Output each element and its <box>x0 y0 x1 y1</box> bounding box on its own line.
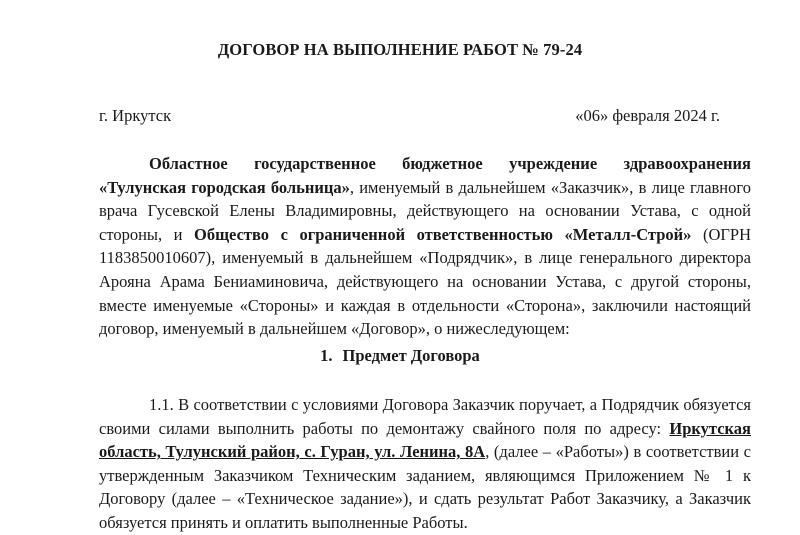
clause-text-2: , (далее – «Работы») в соответствии с утвержденным Заказчиком Техническим заданием, являющимся Приложением № 1 к Договору (далее – «Техническое задание»), и сдать результат Работ Заказчику, а Заказчик обязуется принять и оплатить выполненные Работы. <box>99 442 751 532</box>
preamble-text-1: , именуемый в дальнейшем «Заказчик», в лице главного врача Гусевской Елены Владимировны, действующего на основании Устава, с одной стороны, и <box>99 177 751 244</box>
section-heading <box>0 346 800 366</box>
contract-city: г. Иркутск <box>99 106 172 125</box>
clause-1-1-paragraph <box>99 393 751 535</box>
preamble-paragraph <box>99 152 751 341</box>
preamble-text-2: (ОГРН 1183850010607), именуемый в дальнейшем «Подрядчик», в лице генерального директора Арояна Арама Бениаминовича, действующего на основании Устава, с другой стороны, вместе именуемые «Стороны» и каждая в отдельности «Сторона», заключили настоящий договор, именуемый в дальнейшем «Договор», о нижеследующем: <box>99 224 751 339</box>
contractor-organization: Общество с ограниченной ответственностью «Металл-Строй» <box>194 224 692 244</box>
clause-text-1: 1.1. В соответствии с условиями Договора Заказчик поручает, а Подрядчик обязуется своими силами выполнить работы по демонтажу свайного поля по адресу: <box>99 395 751 438</box>
contract-date: «06» февраля 2024 г. <box>575 106 720 125</box>
work-address: Иркутская область, Тулунский район, с. Гуран, ул. Ленина, 8А <box>99 418 751 462</box>
customer-organization: Областное государственное бюджетное учреждение здравоохранения «Тулунская городская больница» <box>99 154 751 197</box>
contract-title: ДОГОВОР НА ВЫПОЛНЕНИЕ РАБОТ № 79-24 <box>217 40 583 59</box>
section-number: 1. <box>320 346 333 365</box>
section-title: Предмет Договора <box>342 346 480 365</box>
